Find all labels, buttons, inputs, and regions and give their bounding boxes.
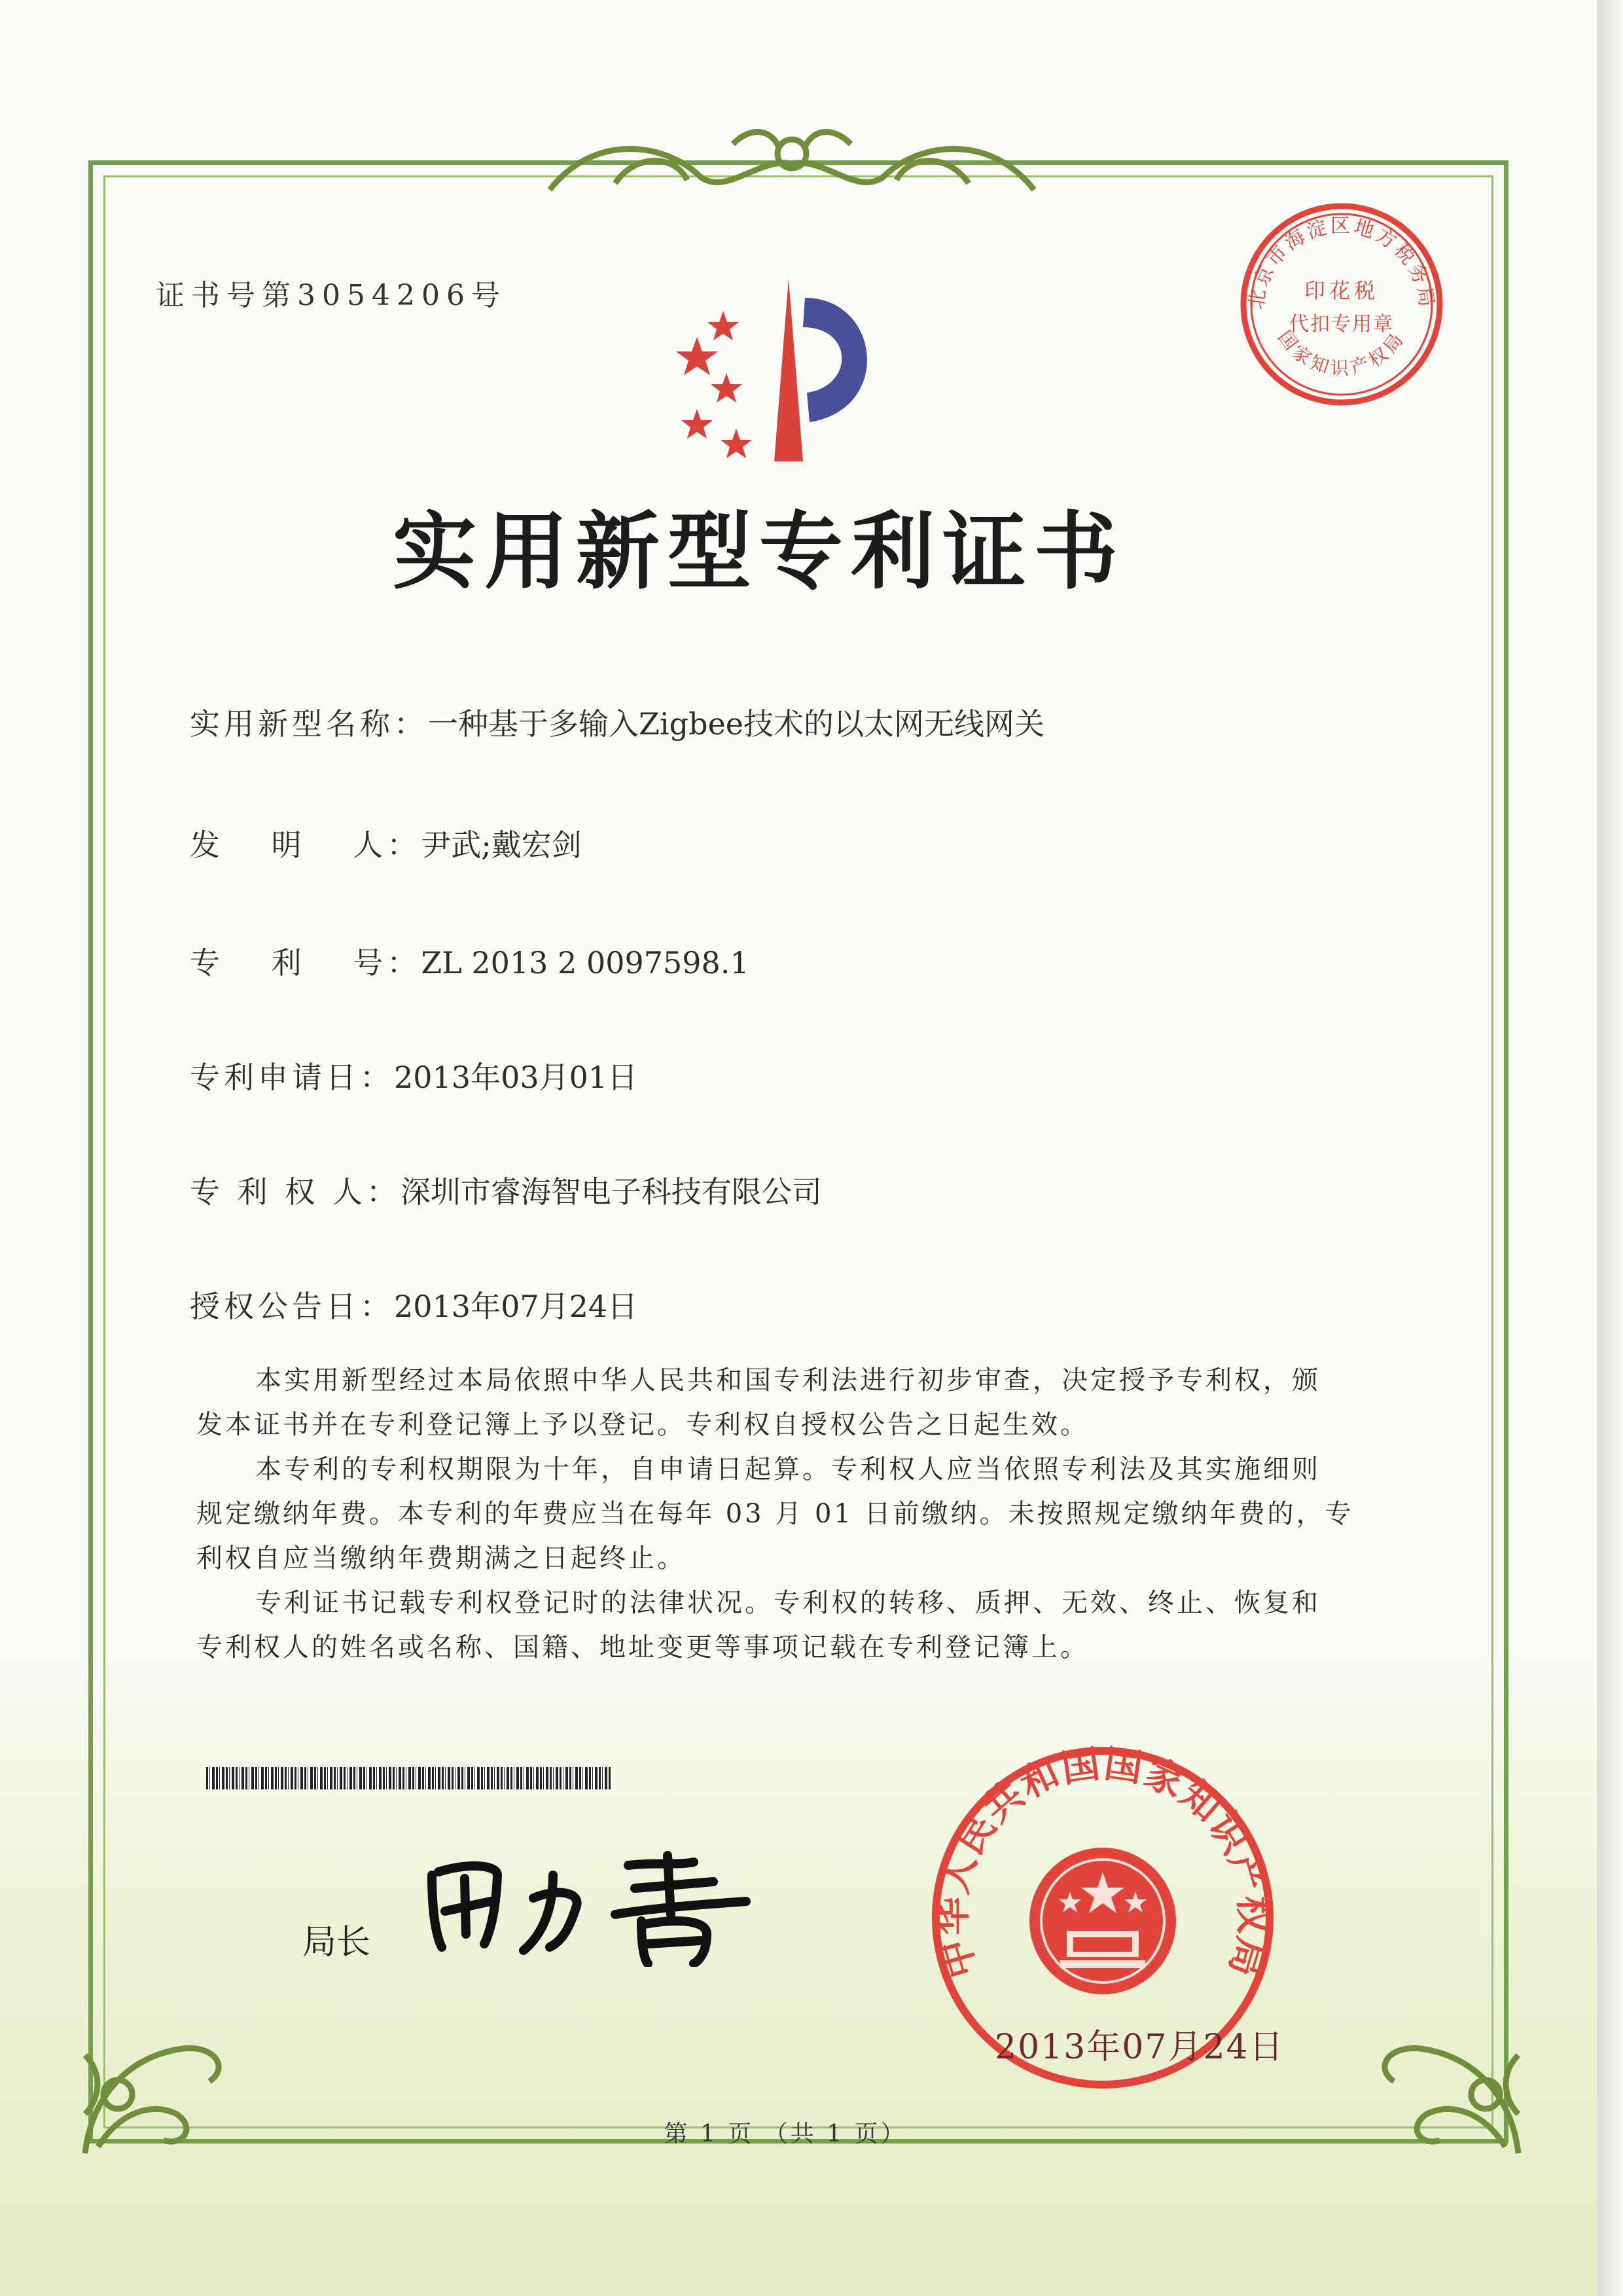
grant-date-value: 2013年07月24日 bbox=[394, 1289, 638, 1324]
patentee-label: 专 利 权 人： bbox=[190, 1174, 401, 1210]
tax-stamp bbox=[1237, 200, 1446, 409]
stamp-bottom-text: 国家知识产权局 bbox=[1274, 326, 1410, 380]
stamp-outer-text: 北京市海淀区地方税务局 bbox=[1245, 215, 1438, 311]
body-paragraph: 专利证书记载专利权登记时的法律状况。专利权的转移、质押、无效、终止、恢复和 bbox=[255, 1588, 1321, 1618]
field-patent-number bbox=[190, 939, 749, 982]
stamp-line1: 印花税 bbox=[1304, 278, 1380, 303]
patentee-value: 深圳市睿海智电子科技有限公司 bbox=[400, 1174, 822, 1210]
utility-name-label: 实用新型名称： bbox=[190, 706, 428, 742]
page-edge bbox=[1597, 0, 1623, 2296]
inventor-value: 尹武;戴宏剑 bbox=[421, 827, 582, 863]
field-utility-name bbox=[190, 700, 1044, 744]
seal-text: 中华人民共和国国家知识产权局 bbox=[929, 1741, 1276, 1983]
certificate-body bbox=[196, 1358, 1374, 1670]
director-label: 局长 bbox=[302, 1923, 371, 1962]
director-signature bbox=[419, 1836, 759, 1967]
field-filing-date bbox=[190, 1054, 637, 1097]
body-line: 利权自应当缴纳年费期满之日起终止。 bbox=[196, 1543, 686, 1573]
body-paragraph: 本实用新型经过本局依照中华人民共和国专利法进行初步审查，决定授予专利权，颁 bbox=[255, 1365, 1321, 1395]
grant-date-label: 授权公告日： bbox=[190, 1289, 394, 1324]
national-emblem-icon bbox=[1029, 1848, 1176, 1994]
seal-date: 2013年07月24日 bbox=[995, 2028, 1285, 2067]
body-line: 规定缴纳年费。本专利的年费应当在每年 03 月 01 日前缴纳。未按照规定缴纳年费的，专 bbox=[196, 1499, 1354, 1529]
star-icon bbox=[676, 311, 752, 458]
filing-date-label: 专利申请日： bbox=[190, 1060, 394, 1095]
top-ornament bbox=[537, 118, 1047, 209]
field-grant-date bbox=[190, 1283, 637, 1326]
body-line: 专利权人的姓名或名称、国籍、地址变更等事项记载在专利登记簿上。 bbox=[196, 1632, 1089, 1662]
field-patentee bbox=[190, 1168, 822, 1211]
page-number: 第 1 页 （共 1 页） bbox=[664, 2121, 907, 2147]
bottom-left-ornament bbox=[72, 2016, 242, 2166]
bottom-right-ornament bbox=[1361, 2016, 1531, 2166]
field-inventor bbox=[190, 821, 582, 865]
utility-name-value: 一种基于多输入Zigbee技术的以太网无线网关 bbox=[428, 706, 1045, 742]
filing-date-value: 2013年03月01日 bbox=[394, 1060, 638, 1095]
patent-office-emblem bbox=[658, 259, 900, 475]
certificate-title: 实用新型专利证书 bbox=[392, 503, 1126, 601]
body-line: 发本证书并在专利登记簿上予以登记。专利权自授权公告之日起生效。 bbox=[196, 1410, 1089, 1440]
stamp-line2: 代扣专用章 bbox=[1289, 313, 1394, 336]
inventor-label: 发 明 人： bbox=[190, 827, 421, 863]
patent-number-value: ZL 2013 2 0097598.1 bbox=[421, 945, 749, 980]
patent-number-label: 专 利 号： bbox=[190, 945, 421, 980]
barcode bbox=[206, 1767, 612, 1789]
certificate-number: 证书号第3054206号 bbox=[156, 279, 507, 312]
body-paragraph: 本专利的专利权期限为十年，自申请日起算。专利权人应当依照专利法及其实施细则 bbox=[255, 1454, 1321, 1484]
